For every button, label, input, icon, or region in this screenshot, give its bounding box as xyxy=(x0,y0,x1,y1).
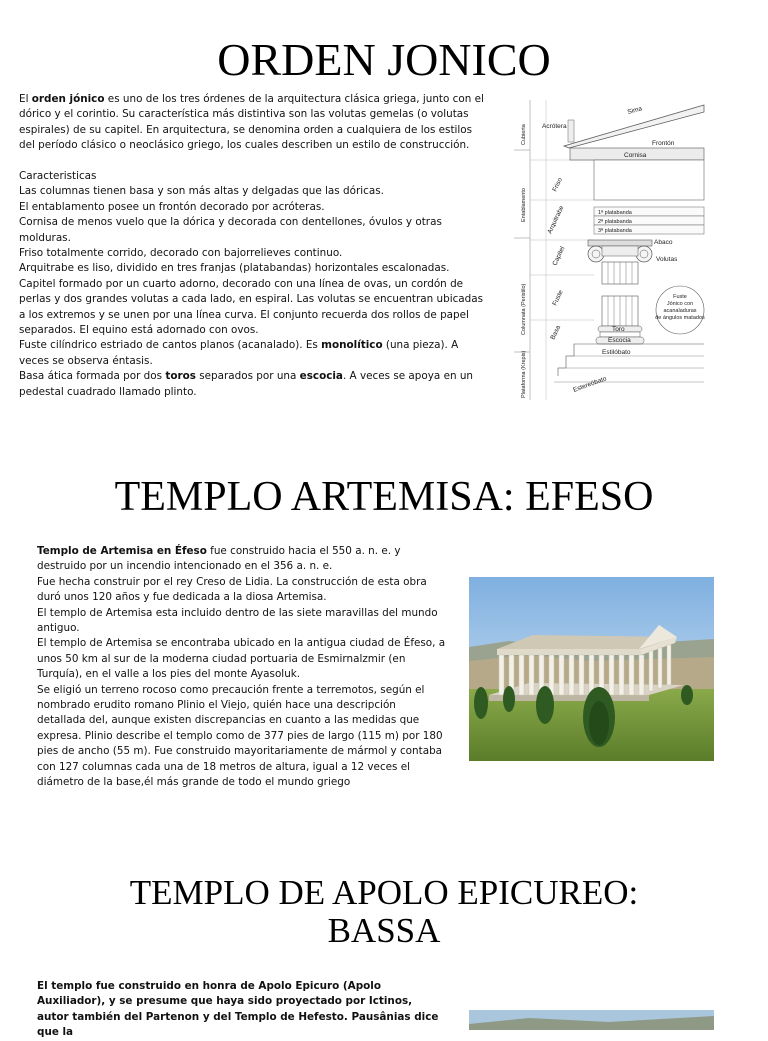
bold-text: escocia xyxy=(299,370,343,383)
bold-text: El templo fue construido en honra de Apolo Epicuro (Apolo Auxiliador), y se presume que haya sido proyectado por Ictinos, autor también del Partenon y del Templo de Hefesto. Pausânias dice que la xyxy=(37,980,439,1039)
text-run: separados por una xyxy=(195,370,300,383)
label-volutas: Volutas xyxy=(656,256,678,263)
orden-jonico-text xyxy=(19,92,489,400)
section-title-templo-apolo-text: TEMPLO DE APOLO EPICUREO: BASSA xyxy=(129,873,639,950)
text-run: Caracteristicas xyxy=(19,170,97,183)
label-cornisa: Cornisa xyxy=(624,152,647,159)
bold-text: Templo de Artemisa en Éfeso xyxy=(37,545,207,557)
group-entablamento: Entablamento xyxy=(521,188,527,222)
text-run: Cornisa de menos vuelo que la dórica y decorada con dentellones, óvulos y otras molduras. xyxy=(19,216,442,244)
text-run: Basa ática formada por dos xyxy=(19,370,166,383)
text-run: Fue hecha construir por el rey Creso de Lidia. La construcción de esta obra duró unos 120 años y fue dedicada a la diosa Artemisa. xyxy=(37,575,427,604)
paragraph xyxy=(19,92,489,154)
label-toro: Toro xyxy=(612,326,625,333)
section-title-templo-apolo xyxy=(0,874,768,950)
label-fuste: Fuste xyxy=(551,289,565,307)
fuste-note: Fuste Jónico con acanaladuras de ángulos matados xyxy=(655,294,705,321)
paragraph xyxy=(19,154,489,169)
label-estereobato: Estereóbato xyxy=(572,375,608,394)
templo-apolo-text xyxy=(37,979,447,1041)
text-run: (una pieza). A veces se observa éntasis. xyxy=(19,339,459,367)
label-basa: Basa xyxy=(549,324,563,341)
section-title-templo-artemisa: TEMPLO ARTEMISA: EFESO xyxy=(114,474,654,520)
group-cubierta: Cubierta xyxy=(521,124,527,145)
ionic-order-diagram-svg xyxy=(514,100,710,402)
label-estilobato: Estilóbato xyxy=(602,349,631,356)
text-run: El templo de Artemisa esta incluido dentro de las siete maravillas del mundo antiguo. xyxy=(37,606,438,635)
label-abaco: Abaco xyxy=(654,239,673,246)
temple-of-apollo-photo-svg xyxy=(469,1010,714,1030)
group-plataforma: Plataforma (Krepis) xyxy=(521,350,527,398)
paragraph xyxy=(19,215,489,246)
label-fronton: Frontón xyxy=(652,140,675,147)
temple-of-artemis-photo xyxy=(469,577,714,761)
label-arquitrabe: Arquitrabe xyxy=(546,204,566,235)
text-run: Se eligió un terreno rocoso como precaución frente a terremotos, según el nombrado erudito romano Plinio el Viejo, quién hace una descripción detallada del, aunque existen discrepancias en cuanto a las medidas que expresa. Plinio describe el templo como de 377 pies de largo (115 m) por 180 pies de ancho (55 m). Fue construido mayoritariamente de mármol y contaba con 127 columnas cada una de 18 metros de altura, igual a 12 veces el diámetro de la base,él más grande de todo el mundo griego xyxy=(37,683,443,789)
label-friso: Friso xyxy=(551,176,564,193)
group-columnata: Columnata (Peristilo) xyxy=(521,283,527,335)
text-run: Arquitrabe es liso, dividido en tres franjas (platabandas) horizontales escalonadas. xyxy=(19,262,450,275)
text-run: Capitel formado por un cuarto adorno, decorado con una línea de ovas, un cordón de perlas y dos grandes volutas a cada lado, en espiral. Las volutas se encuentran ubicadas a los extremos y se unen por una línea curva. El conjunto recuerda dos rollos de papel separados. El equino está adornado con ovos. xyxy=(19,277,484,337)
text-run: Fuste cilíndrico estriado de cantos planos (acanalado). Es xyxy=(19,339,322,352)
bold-text: orden jónico xyxy=(31,93,105,105)
text-run: El templo de Artemisa se encontraba ubicado en la antigua ciudad de Éfeso, a unos 50 km al sur de la moderna ciudad portuaria de Esmirnalzmir (en Turquía), en el valle a los pies del monte Ayasoluk. xyxy=(37,637,446,681)
paragraph xyxy=(19,200,489,215)
paragraph xyxy=(19,169,489,184)
label-escocia: Escocia xyxy=(608,337,631,344)
paragraph xyxy=(19,338,489,369)
text-run: es uno de los tres órdenes de la arquitectura clásica griega, junto con el dórico y el corintio. Su característica más distintiva son las volutas gemelas (o volutas espirales) de su capitel. En arquitectura, se denomina orden a cualquiera de los estilos del período clásico o neoclásico griego, los cuales describen un estilo de construcción. xyxy=(19,93,484,152)
paragraph xyxy=(37,606,447,637)
temple-of-apollo-photo xyxy=(469,1010,714,1030)
paragraph xyxy=(19,184,489,199)
paragraph xyxy=(19,369,489,400)
label-capitel: Capitel xyxy=(551,245,567,267)
paragraph xyxy=(37,683,447,791)
label-platabanda-1: 1ª platabanda xyxy=(598,210,632,216)
paragraph xyxy=(19,246,489,261)
paragraph xyxy=(19,261,489,276)
text-run: fue construido hacia el 550 a. n. e. y destruido por un incendio intencionado en el 356 a. n. e. xyxy=(37,545,401,573)
paragraph xyxy=(37,636,447,682)
label-acrotera: Acrótera xyxy=(542,123,567,130)
bold-text: toros xyxy=(165,370,196,383)
label-platabanda-3: 3ª platabanda xyxy=(598,228,632,234)
text-run: Las columnas tienen basa y son más altas y delgadas que las dóricas. xyxy=(19,185,384,198)
paragraph xyxy=(37,575,447,606)
paragraph xyxy=(19,277,489,339)
temple-of-artemis-photo-svg xyxy=(469,577,714,761)
text-run: . A veces se apoya en un pedestal cuadrado llamado plinto. xyxy=(19,370,474,398)
bold-text: monolítico xyxy=(321,339,383,352)
paragraph xyxy=(37,979,447,1041)
text-run: Friso totalmente corrido, decorado con bajorrelieves continuo. xyxy=(19,247,343,260)
label-sima: Sima xyxy=(626,105,643,116)
templo-artemisa-text xyxy=(37,544,447,791)
paragraph xyxy=(37,544,447,575)
label-platabanda-2: 2ª platabanda xyxy=(598,219,632,225)
text-run: El entablamento posee un frontón decorado por acróteras. xyxy=(19,200,325,213)
text-run: El xyxy=(19,93,32,105)
ionic-order-diagram xyxy=(514,100,710,402)
section-title-orden-jonico: ORDEN JONICO xyxy=(217,34,551,85)
